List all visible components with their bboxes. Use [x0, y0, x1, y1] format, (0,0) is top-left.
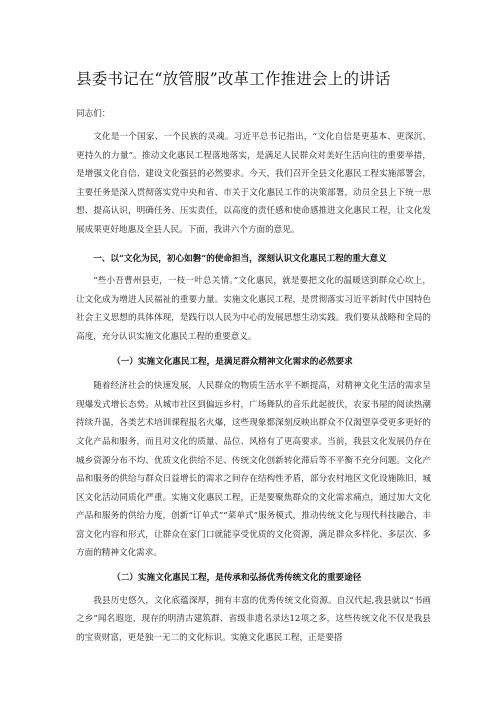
subsection-heading-1: （一）实施文化惠民工程，是满足群众精神文化需求的必然要求: [112, 356, 353, 367]
intro-paragraph: 文化是一个国家、一个民族的灵魂。习近平总书记指出，“文化自信是更基本、更深沉、更持久的力量”。推动文化惠民工程落地落实，是满足人民群众对美好生活向往的重要举措，是增强文化自信、建设文化强县的必然要求。今天，我们召开全县文化惠民工程实施部署会，主要任务是深入贯彻落实党中央和省、市关于文化惠民工作的决策部署，动员全县上下统一思想、提高认识，明确任务、压实责任，以高度的责任感和使命感推进文化惠民工程，让文化发展成果更好地惠及全县人民。下面，我讲六个方面的意见。: [76, 132, 431, 235]
subsection-1-paragraph: 随着经济社会的快速发展，人民群众的物质生活水平不断提高，对精神文化生活的需求呈现爆发式增长态势。从城市社区到偏远乡村，广场舞队的音乐此起彼伏，农家书屋的阅读热潮持续升温，各类艺术培训课程报名火爆，这些现象都深刻反映出群众不仅渴望享受更多更好的文化产品和服务，而且对文化的质量、品位、风格有了更高要求。当前，我县文化发展仍存在城乡资源分布不均、优质文化供给不足、传统文化创新转化滞后等不平衡不充分问题。文化产品和服务的供给与群众日益增长的需求之间存在结构性矛盾，部分农村地区文化设施陈旧，城区文化活动同质化严重。实施文化惠民工程，正是要聚焦群众的文化需求痛点，通过加大文化产品和服务的供给力度，创新“订单式”“菜单式”服务模式，推动传统文化与现代科技融合，丰富文化内容和形式，让群众在家门口就能享受优质的文化资源，满足群众多样化、多层次、多方面的精神文化需求。: [76, 381, 431, 559]
subsection-heading-2: （二）实施文化惠民工程，是传承和弘扬优秀传统文化的重要途径: [112, 573, 362, 584]
subsection-2-paragraph: 我县历史悠久，文化底蕴深厚，拥有丰富的优秀传统文化资源。自汉代起,我县就以“书画之乡”闻名遐迩，现存的明清古建筑群、省级非遗名录达12项之多，这些传统文化不仅是我县的宝贵财富，更是独一无二的文化标识。实施文化惠民工程，正是要搭: [76, 595, 431, 643]
salutation: 同志们：: [76, 109, 111, 119]
section-1-paragraph: “些小吾曹州县吏，一枝一叶总关情。”文化惠民，就是要把文化的温暖送到群众心坎上，让文化成为增进人民福祉的重要力量。实施文化惠民工程，是贯彻落实习近平新时代中国特色社会主义思想的具体体现，是践行以人民为中心的发展思想生动实践。我们要从战略和全局的高度，充分认识实施文化惠民工程的重要意义。: [76, 276, 431, 342]
document-title: 县委书记在“放管服”改革工作推进会上的讲话: [76, 70, 391, 88]
section-heading-1: 一、以“文化为民，初心如磐”的使命担当，深刻认识文化惠民工程的重大意义: [93, 253, 387, 264]
